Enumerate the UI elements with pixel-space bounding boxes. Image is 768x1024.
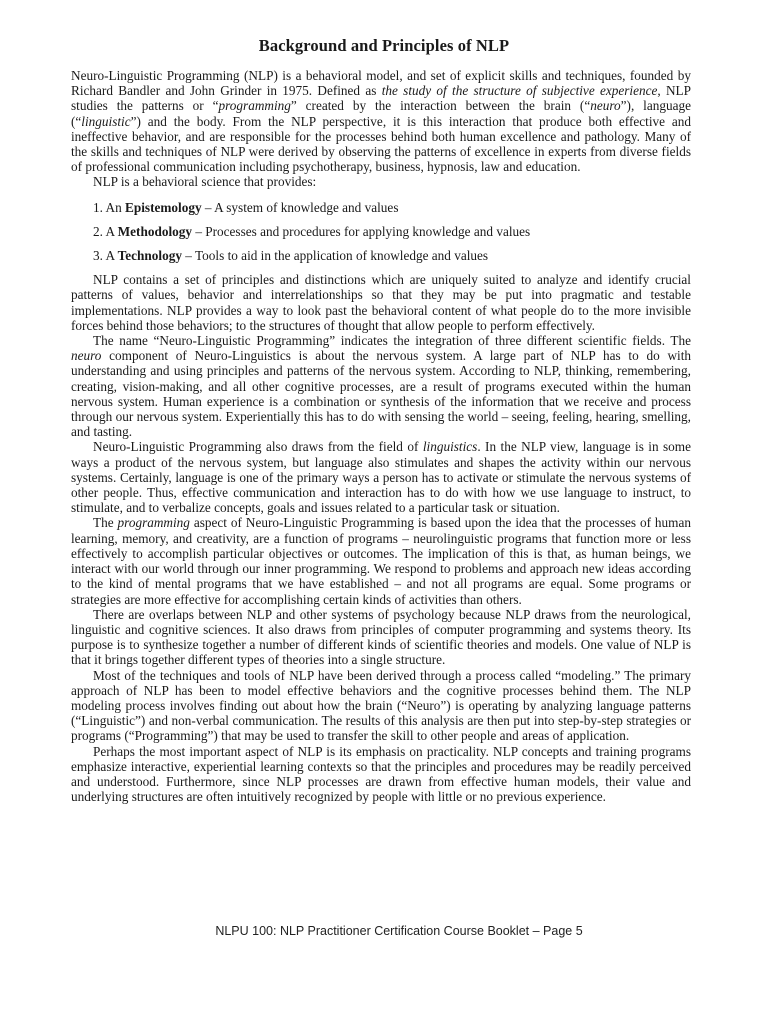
provides-list xyxy=(71,200,691,264)
text-run: ”) and the body. From the NLP perspective, it is this interaction that produce both effective and ineffective behavior, and are responsible for the processes behind both human excellence and pathology. Many of the skills and techniques of NLP were derived by observing the patterns of excellence in experts from diverse fields of professional communication including psychotherapy, business, hypnosis, law and education. xyxy=(71,113,691,175)
text-run: . In the NLP view, language is in some ways a product of the nervous system, but language also stimulates and shapes the activity within our nervous systems. Certainly, language is one of the primary ways a person has to activate or stimulate the nervous systems of other people. Thus, effective communication and interaction has to do with how we use language to instruct, to stimulate, and to verbalize concepts, goals and issues related to a particular task or situation. xyxy=(71,439,691,516)
text-run: The xyxy=(93,515,118,531)
paragraph-intro xyxy=(71,68,691,174)
text-run: ”), language (“ xyxy=(71,98,691,129)
text-run: The name “Neuro-Linguistic Programming” indicates the integration of three different scientific fields. The xyxy=(93,333,691,349)
list-item xyxy=(93,248,691,263)
paragraph-name xyxy=(71,333,691,439)
list-prefix: 2. A xyxy=(93,223,118,239)
list-description: – Tools to aid in the application of knowledge and values xyxy=(181,248,489,264)
list-item xyxy=(93,200,691,215)
footer-text: NLPU 100: NLP Practitioner Certification Course Booklet – Page 5 xyxy=(215,924,583,938)
text-run: component of Neuro-Linguistics is about the nervous system. A large part of NLP has to do with understanding and using principles and patterns of the nervous system. According to NLP, thinking, remembering, creating, vision-making, and all other cognitive processes, are a result of programs executed within the human nervous system. Human experience is a combination or synthesis of the information that we receive and process through our nervous system. Experientially this has to do with sensing the world – seeing, feeling, hearing, smelling, and tasting. xyxy=(71,348,691,440)
list-term: Technology xyxy=(117,248,182,264)
paragraph-linguistics xyxy=(71,439,691,515)
text-run: , NLP studies the patterns or “ xyxy=(71,83,691,114)
paragraph-overlaps: There are overlaps between NLP and other systems of psychology because NLP draws from the neurological, linguistic and cognitive sciences. It also draws from principles of computer programming and systems theory. Its purpose is to synthesize together a number of different kinds of scientific theories and models. One value of NLP is that it brings together different types of theories into a single structure. xyxy=(71,606,691,668)
italic-definition: the study of the structure of subjective experience xyxy=(381,83,658,99)
text-run: ” created by the interaction between the brain (“ xyxy=(290,98,591,114)
page-title: Background and Principles of NLP xyxy=(258,36,510,55)
list-term: Epistemology xyxy=(125,199,202,215)
text-run: aspect of Neuro-Linguistic Programming is based upon the idea that the processes of human learning, memory, and creativity, are a function of programs – neurolinguistic programs that function more or less effectively to accomplish particular objectives or outcomes. The implication of this is that, as human beings, we interact with our world through our inner programming. We respond to problems and approach new ideas according to the kind of mental programs that we have established – and not all programs are equal. Some programs or strategies are more effective for accomplishing certain kinds of activities than others. xyxy=(71,515,691,607)
paragraph-practicality: Perhaps the most important aspect of NLP is its emphasis on practicality. NLP concepts and training programs emphasize interactive, experiential learning contexts so that the principles and procedures may be readily perceived and understood. Furthermore, since NLP processes are drawn from effective human models, their value and underlying structures are often intuitively recognized by people with little or no previous experience. xyxy=(71,743,691,805)
paragraph-provides: NLP is a behavioral science that provides: xyxy=(93,174,317,190)
italic-term: programming xyxy=(218,98,291,114)
list-item xyxy=(93,224,691,239)
list-prefix: 3. A xyxy=(93,248,118,264)
italic-term: programming xyxy=(117,515,190,531)
list-description: – Processes and procedures for applying knowledge and values xyxy=(192,223,531,239)
list-term: Methodology xyxy=(117,223,193,239)
text-run: Neuro-Linguistic Programming (NLP) is a behavioral model, and set of explicit skills and techniques, founded by Richard Bandler and John Grinder in 1975. Defined as xyxy=(71,68,691,99)
italic-term: linguistics xyxy=(422,439,478,455)
italic-term: linguistic xyxy=(81,113,131,129)
italic-term: neuro xyxy=(590,98,621,114)
body-text xyxy=(71,68,691,804)
italic-term: neuro xyxy=(71,348,102,364)
paragraph-principles: NLP contains a set of principles and distinctions which are uniquely suited to analyze and identify crucial patterns of values, behavior and interrelationships so that they may be put into pragmatic and testable implementations. NLP provides a way to look past the behavioral content of what people do to the more invisible forces behind those behaviors; to the structures of thought that allow people to perform effectively. xyxy=(71,272,691,333)
list-description: – A system of knowledge and values xyxy=(201,199,399,215)
text-run: Neuro-Linguistic Programming also draws from the field of xyxy=(93,439,423,455)
page-footer xyxy=(0,924,768,938)
paragraph-programming xyxy=(71,515,691,606)
paragraph-modeling: Most of the techniques and tools of NLP have been derived through a process called “modeling.” The primary approach of NLP has been to model effective behaviors and the cognitive processes behind them. The NLP modeling process involves finding out about how the brain (“Neuro”) is operating by analyzing language patterns (“Linguistic”) and non-verbal communication. The results of this analysis are then put into step-by-step strategies or programs (“Programming”) that may be used to transfer the skill to other people and areas of application. xyxy=(71,667,691,744)
list-prefix: 1. An xyxy=(93,199,126,215)
